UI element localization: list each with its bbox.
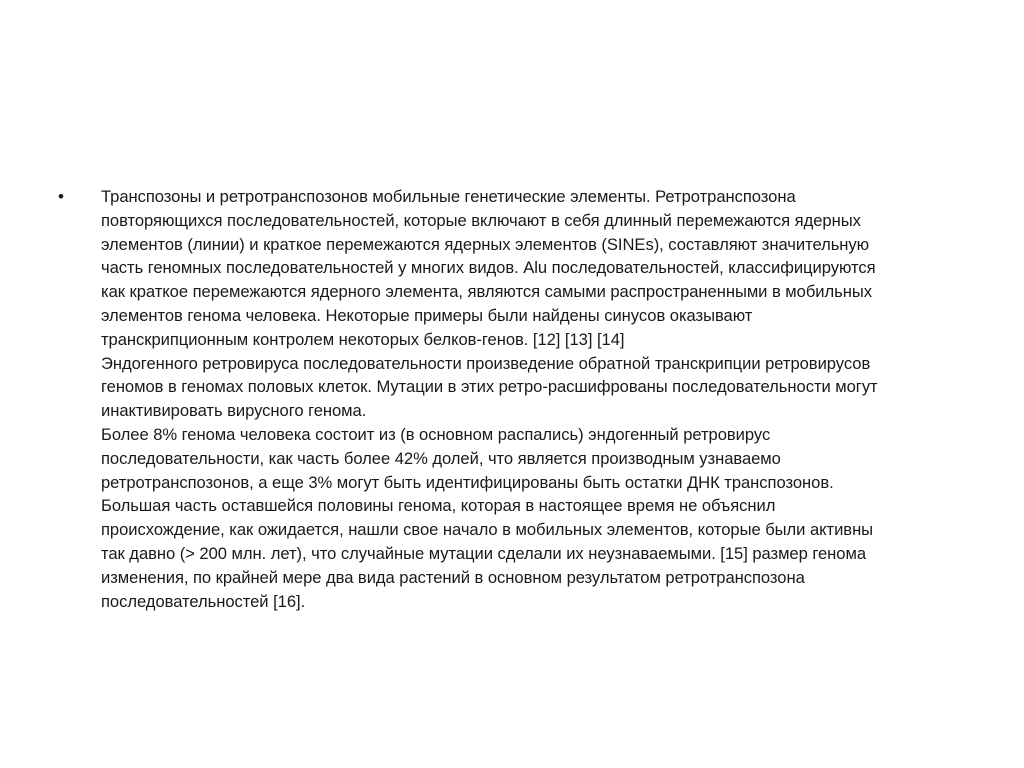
bullet-text xyxy=(101,185,978,613)
bullet-item xyxy=(58,185,978,613)
text-line: Большая часть оставшейся половины генома, которая в настоящее время не объяснил xyxy=(101,496,776,516)
text-line: часть геномных последовательностей у многих видов. Alu последовательностей, классифицируются xyxy=(101,258,876,278)
text-line: последовательности, как часть более 42% долей, что является производным узнаваемо xyxy=(101,448,781,468)
text-line: инактивировать вирусного генома. xyxy=(101,401,367,421)
text-line: повторяющихся последовательностей, которые включают в себя длинный перемежаются ядерных xyxy=(101,210,861,230)
bullet-icon: • xyxy=(58,187,64,206)
slide-content xyxy=(58,185,978,613)
text-line: как краткое перемежаются ядерного элемента, являются самыми распространенными в мобильных xyxy=(101,282,872,302)
text-line: Эндогенного ретровируса последовательности произведение обратной транскрипции ретровирусов xyxy=(101,353,871,373)
text-line: элементов генома человека. Некоторые примеры были найдены синусов оказывают xyxy=(101,305,753,325)
text-line: транскрипционным контролем некоторых белков-генов. [12] [13] [14] xyxy=(101,329,625,349)
text-line: ретротранспозонов, а еще 3% могут быть идентифицированы быть остатки ДНК транспозонов. xyxy=(101,472,834,492)
text-line: Транспозоны и ретротранспозонов мобильные генетические элементы. Ретротранспозона xyxy=(101,187,796,206)
text-line: геномов в геномах половых клеток. Мутации в этих ретро-расшифрованы последовательности могут xyxy=(101,377,878,397)
text-line: Более 8% генома человека состоит из (в основном распались) эндогенный ретровирус xyxy=(101,424,771,444)
text-line: последовательностей [16]. xyxy=(101,591,306,611)
text-line: элементов (линии) и краткое перемежаются ядерных элементов (SINEs), составляют значительную xyxy=(101,234,870,254)
text-line: изменения, по крайней мере два вида растений в основном результатом ретротранспозона xyxy=(101,567,805,587)
text-line: происхождение, как ожидается, нашли свое начало в мобильных элементов, которые были активны xyxy=(101,520,874,540)
text-line: так давно (> 200 млн. лет), что случайные мутации сделали их неузнаваемыми. [15] размер генома xyxy=(101,543,866,563)
